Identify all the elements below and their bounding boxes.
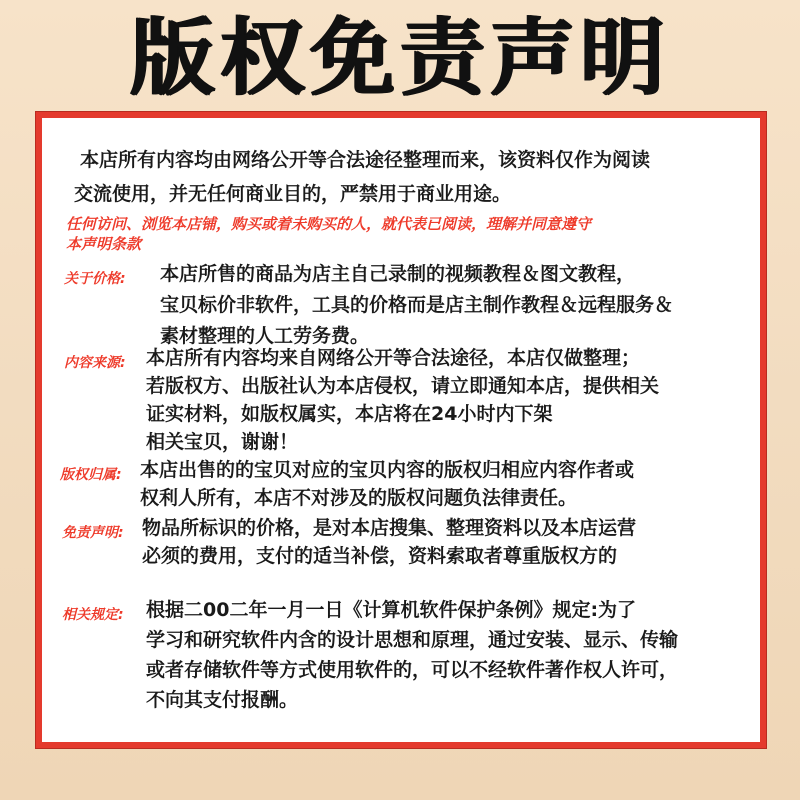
- section-label-source: 内容来源:: [64, 355, 126, 371]
- section-label-copyright: 版权归属:: [60, 467, 122, 483]
- notice-line-2: 本声明条款: [66, 235, 142, 253]
- section-source-line-3: 证实材料，如版权属实，本店将在24小时内下架: [146, 403, 553, 425]
- page-title: 版权免责声明: [129, 9, 670, 107]
- section-regulation-line-4: 不向其支付报酬。: [146, 689, 299, 711]
- section-disclaimer-line-1: 物品所标识的价格，是对本店搜集、整理资料以及本店运营: [142, 517, 637, 539]
- section-regulation-line-1: 根据二00二年一月一日《计算机软件保护条例》规定:为了: [146, 599, 637, 621]
- section-copyright-line-1: 本店出售的的宝贝对应的宝贝内容的版权归相应内容作者或: [140, 459, 635, 481]
- section-price-line-2: 宝贝标价非软件，工具的价格而是店主制作教程＆远程服务＆: [160, 294, 674, 316]
- notice-line-1: 任何访问、浏览本店铺，购买或着未购买的人，就代表已阅读，理解并同意遵守: [66, 215, 592, 233]
- intro-line-2: 交流使用，并无任何商业目的，严禁用于商业用途。: [74, 183, 512, 205]
- section-price-line-3: 素材整理的人工劳务费。: [160, 325, 370, 347]
- section-label-price: 关于价格:: [64, 271, 126, 287]
- section-price-line-1: 本店所售的商品为店主自己录制的视频教程＆图文教程，: [160, 263, 636, 285]
- section-label-disclaimer: 免责声明:: [62, 525, 124, 541]
- section-source-line-4: 相关宝贝，谢谢！: [146, 431, 299, 453]
- section-regulation-line-3: 或者存储软件等方式使用软件的，可以不经软件著作权人许可，: [146, 659, 679, 681]
- section-copyright-line-2: 权利人所有，本店不对涉及的版权问题负法律责任。: [140, 487, 578, 509]
- section-regulation-line-2: 学习和研究软件内含的设计思想和原理，通过安装、显示、传输: [146, 629, 679, 651]
- section-source-line-1: 本店所有内容均来自网络公开等合法途径，本店仅做整理；: [146, 347, 641, 369]
- section-label-regulation: 相关规定:: [62, 607, 124, 623]
- section-source-line-2: 若版权方、出版社认为本店侵权，请立即通知本店，提供相关: [146, 375, 660, 397]
- disclaimer-card: [36, 112, 766, 748]
- intro-line-1: 本店所有内容均由网络公开等合法途径整理而来，该资料仅作为阅读: [80, 149, 651, 171]
- section-disclaimer-line-2: 必须的费用，支付的适当补偿，资料索取者尊重版权方的: [142, 545, 618, 567]
